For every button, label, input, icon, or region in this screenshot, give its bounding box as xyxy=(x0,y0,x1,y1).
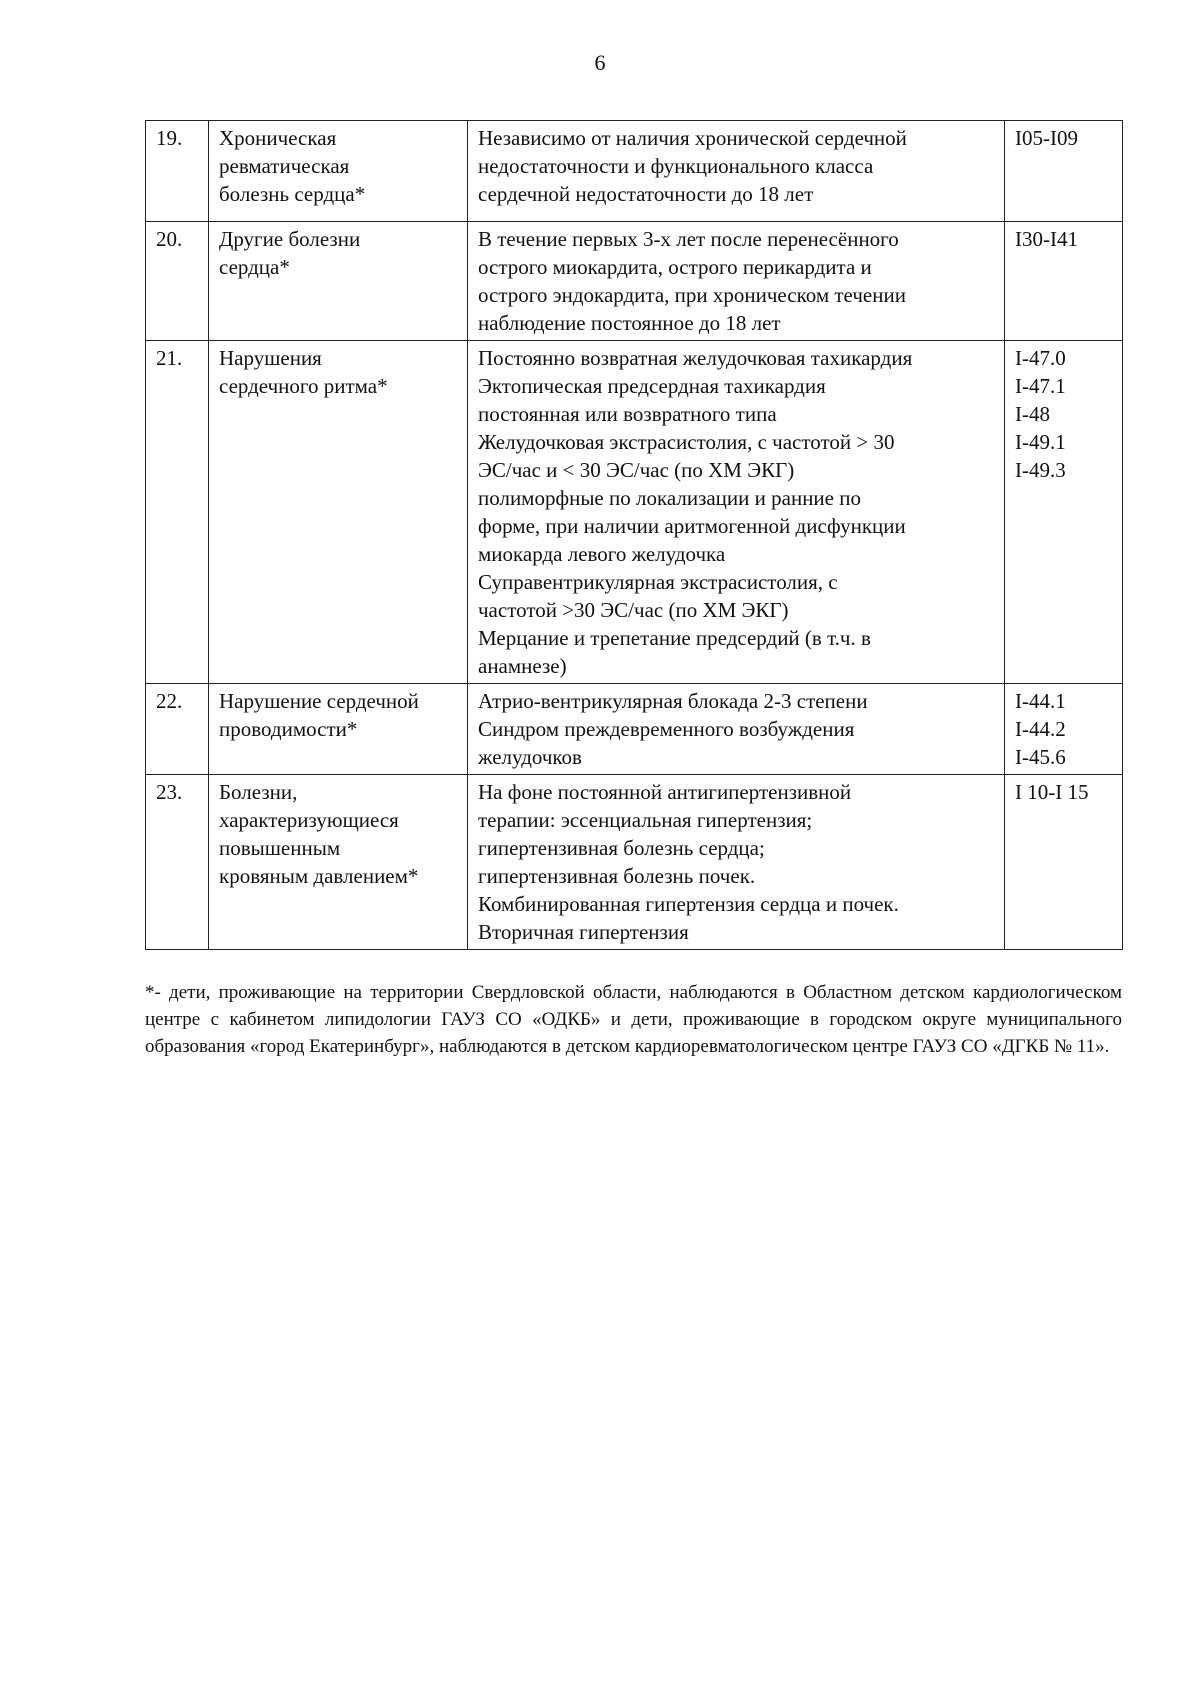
condition-line: терапии: эссенциальная гипертензия; xyxy=(478,808,813,832)
condition-line: полиморфные по локализации и ранние по xyxy=(478,486,861,510)
row-number: 19. xyxy=(146,121,209,222)
disease-name-line: повышенным xyxy=(219,836,341,860)
icd-code: I-49.1 xyxy=(1015,430,1066,454)
condition-line: Вторичная гипертензия xyxy=(478,920,689,944)
condition-line: гипертензивная болезнь почек. xyxy=(478,864,756,888)
condition-line: анамнезе) xyxy=(478,654,567,678)
icd-code: I-47.1 xyxy=(1015,374,1066,398)
row-number: 20. xyxy=(146,222,209,341)
disease-name-line: сердечного ритма* xyxy=(219,374,388,398)
table-row xyxy=(146,222,1123,341)
disease-name-line: Нарушение сердечной xyxy=(219,689,419,713)
row-number: 23. xyxy=(146,775,209,950)
condition-line: желудочков xyxy=(478,745,582,769)
icd-code: I-44.1 xyxy=(1015,689,1066,713)
observation-condition xyxy=(468,775,1005,950)
condition-line: Атрио-вентрикулярная блокада 2-3 степени xyxy=(478,689,868,713)
condition-line: сердечной недостаточности до 18 лет xyxy=(478,182,814,206)
disease-name-line: ревматическая xyxy=(219,154,350,178)
disease-name xyxy=(209,684,468,775)
condition-line: постоянная или возвратного типа xyxy=(478,402,777,426)
icd-codes xyxy=(1005,775,1123,950)
condition-line: Суправентрикулярная экстрасистолия, с xyxy=(478,570,838,594)
condition-line: Независимо от наличия хронической сердечной xyxy=(478,126,907,150)
condition-line: Эктопическая предсердная тахикардия xyxy=(478,374,826,398)
disease-name-line: Хроническая xyxy=(219,126,337,150)
condition-line: Мерцание и трепетание предсердий (в т.ч. в xyxy=(478,626,871,650)
row-number: 21. xyxy=(146,341,209,684)
condition-line: Комбинированная гипертензия сердца и почек. xyxy=(478,892,899,916)
icd-code: I05-I09 xyxy=(1015,126,1078,150)
condition-line: острого миокардита, острого перикардита и xyxy=(478,255,872,279)
condition-line: недостаточности и функционального класса xyxy=(478,154,874,178)
condition-line: Постоянно возвратная желудочковая тахикардия xyxy=(478,346,913,370)
condition-line: На фоне постоянной антигипертензивной xyxy=(478,780,852,804)
disease-name-line: болезнь сердца* xyxy=(219,182,366,206)
icd-code: I30-I41 xyxy=(1015,227,1078,251)
table-row xyxy=(146,684,1123,775)
disease-name-line: Нарушения xyxy=(219,346,322,370)
disease-name-line: проводимости* xyxy=(219,717,358,741)
icd-code: I-49.3 xyxy=(1015,458,1066,482)
disease-name-line: сердца* xyxy=(219,255,290,279)
page-number: 6 xyxy=(594,50,606,75)
disease-name xyxy=(209,341,468,684)
condition-line: наблюдение постоянное до 18 лет xyxy=(478,311,781,335)
icd-codes xyxy=(1005,684,1123,775)
disease-name xyxy=(209,222,468,341)
disease-name-line: Болезни, xyxy=(219,780,298,804)
condition-line: Желудочковая экстрасистолия, с частотой > 30 xyxy=(478,430,895,454)
disease-name-line: Другие болезни xyxy=(219,227,361,251)
observation-condition xyxy=(468,684,1005,775)
disease-name-line: кровяным давлением* xyxy=(219,864,419,888)
disease-table xyxy=(145,120,1123,950)
icd-codes xyxy=(1005,121,1123,222)
observation-condition xyxy=(468,121,1005,222)
observation-condition xyxy=(468,222,1005,341)
icd-codes xyxy=(1005,341,1123,684)
icd-code: I 10-I 15 xyxy=(1015,780,1089,804)
table-row xyxy=(146,341,1123,684)
icd-code: I-44.2 xyxy=(1015,717,1066,741)
disease-name-line: характеризующиеся xyxy=(219,808,399,832)
disease-name xyxy=(209,121,468,222)
icd-code: I-45.6 xyxy=(1015,745,1066,769)
disease-name xyxy=(209,775,468,950)
observation-condition xyxy=(468,341,1005,684)
condition-line: ЭС/час и < 30 ЭС/час (по ХМ ЭКГ) xyxy=(478,458,795,482)
condition-line: миокарда левого желудочка xyxy=(478,542,726,566)
condition-line: форме, при наличии аритмогенной дисфункции xyxy=(478,514,906,538)
row-number: 22. xyxy=(146,684,209,775)
condition-line: гипертензивная болезнь сердца; xyxy=(478,836,765,860)
condition-line: частотой >30 ЭС/час (по ХМ ЭКГ) xyxy=(478,598,789,622)
icd-code: I-48 xyxy=(1015,402,1050,426)
table-row xyxy=(146,775,1123,950)
icd-code: I-47.0 xyxy=(1015,346,1066,370)
condition-line: Синдром преждевременного возбуждения xyxy=(478,717,855,741)
icd-codes xyxy=(1005,222,1123,341)
condition-line: острого эндокардита, при хроническом течении xyxy=(478,283,906,307)
footnote: *- дети, проживающие на территории Свердловской области, наблюдаются в Областном детском кардиологическом центре с кабинетом липидологии ГАУЗ СО «ОДКБ» и дети, проживающие в городском округе муниципального образования «город Екатеринбург», наблюдаются в детском кардиоревматологическом центре ГАУЗ СО «ДГКБ № 11». xyxy=(145,982,1122,1057)
condition-line: В течение первых 3-х лет после перенесённого xyxy=(478,227,899,251)
table-row xyxy=(146,121,1123,222)
